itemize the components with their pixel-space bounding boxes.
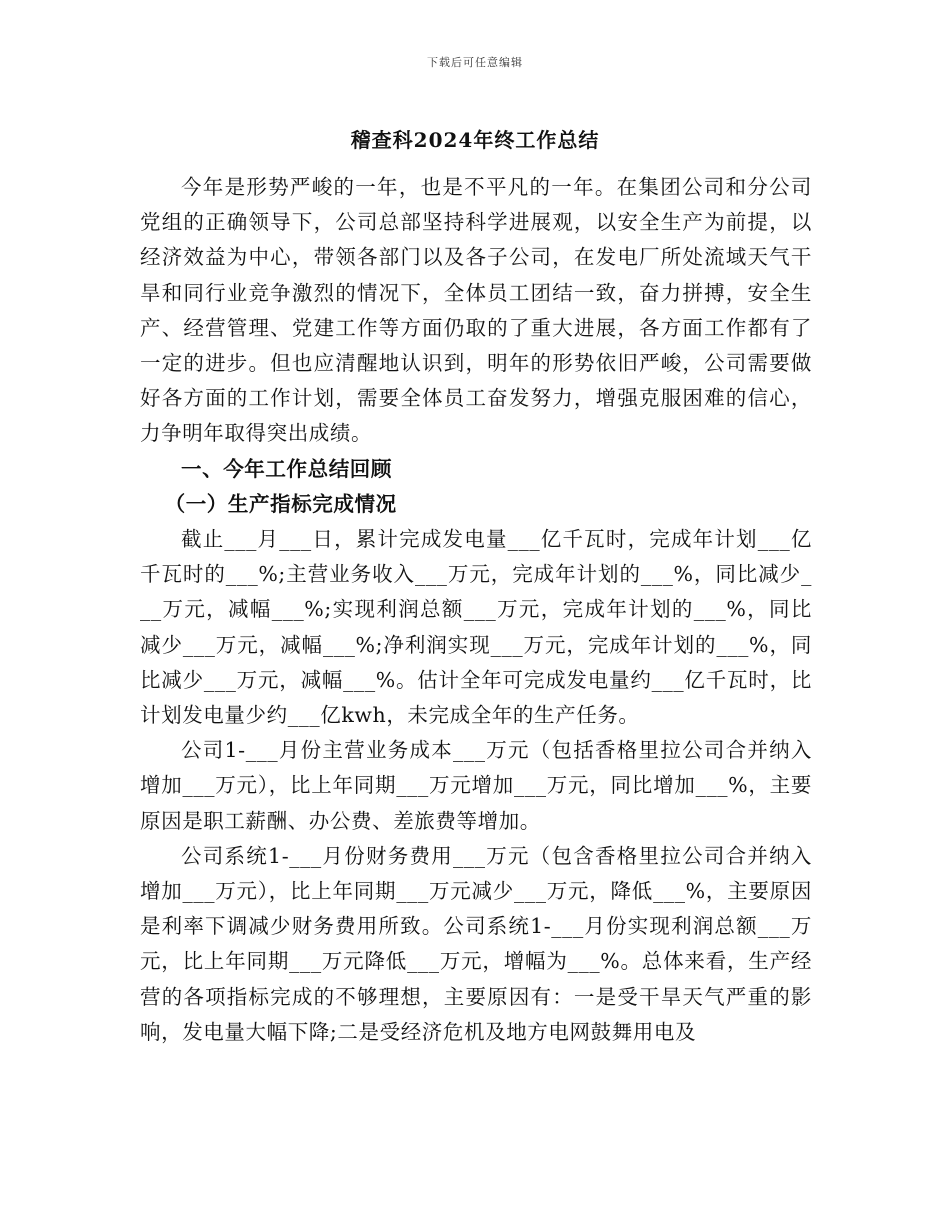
finance-paragraph: 公司系统1-___月份财务费用___万元（包含香格里拉公司合并纳入增加___万元），比上年同期___万元减少___万元，降低___%，主要原因是利率下调减少财务费用所致。公司系统1-___月份实现利润总额___万元，比上年同期___万元降低___万元，增幅为___%。总体来看，生产经营的各项指标完成的不够理想，主要原因有：一是受干旱天气严重的影响，发电量大幅下降;二是受经济危机及地方电网鼓舞用电及 — [140, 843, 812, 1044]
subsection-heading: （一）生产指标完成情况 — [164, 491, 397, 516]
production-paragraph: 截止___月___日，累计完成发电量___亿千瓦时，完成年计划___亿千瓦时的___%;主营业务收入___万元，完成年计划的___%，同比减少___万元，减幅___%;实现利润总额___万元，完成年计划的___%，同比减少___万元，减幅___%;净利润实现___万元，完成年计划的___%，同比减少___万元，减幅___%。估计全年可完成发电量约___亿千瓦时，比计划发电量少约___亿kwh，未完成全年的生产任务。 — [140, 527, 812, 728]
header-note: 下载后可任意编辑 — [427, 56, 523, 69]
cost-paragraph: 公司1-___月份主营业务成本___万元（包括香格里拉公司合并纳入增加___万元），比上年同期___万元增加___万元，同比增加___%，主要原因是职工薪酬、办公费、差旅费等增加。 — [140, 738, 812, 833]
intro-paragraph: 今年是形势严峻的一年，也是不平凡的一年。在集团公司和分公司党组的正确领导下，公司总部坚持科学进展观，以安全生产为前提，以经济效益为中心，带领各部门以及各子公司，在发电厂所处流域天气干旱和同行业竞争激烈的情况下，全体员工团结一致，奋力拼搏，安全生产、经营管理、党建工作等方面仍取的了重大进展，各方面工作都有了一定的进步。但也应清醒地认识到，明年的形势依旧严峻，公司需要做好各方面的工作计划，需要全体员工奋发努力，增强克服困难的信心，力争明年取得突出成绩。 — [140, 175, 812, 446]
document-title: 稽查科2024年终工作总结 — [350, 128, 600, 152]
section-heading: 一、今年工作总结回顾 — [181, 456, 392, 481]
document-body — [140, 170, 812, 1050]
